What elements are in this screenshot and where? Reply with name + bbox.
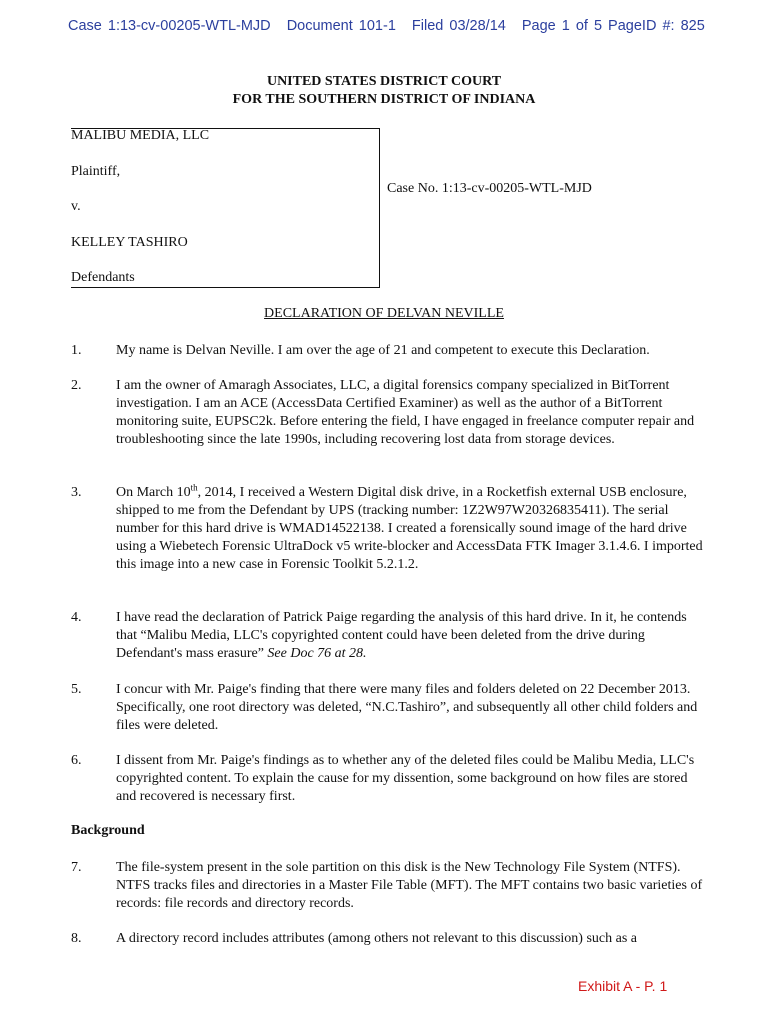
- paragraph-number: 3.: [71, 485, 82, 500]
- plaintiff-name: MALIBU MEDIA, LLC: [71, 128, 210, 143]
- exhibit-stamp: Exhibit A - P. 1: [578, 978, 668, 994]
- ordinal-superscript: th: [190, 482, 198, 493]
- defendant-label: Defendants: [71, 270, 135, 285]
- paragraph-number: 4.: [71, 610, 82, 625]
- paragraph-8: [71, 930, 711, 948]
- citation: See Doc 76 at 28.: [267, 646, 367, 661]
- header-document-number: Document 101-1: [286, 18, 396, 34]
- defendant-name: KELLEY TASHIRO: [71, 235, 188, 250]
- paragraph-number: 1.: [71, 343, 82, 358]
- paragraph-text: The file-system present in the sole partition on this disk is the New Technology File System (NTFS). NTFS tracks files and directories in a Master File Table (MFT). The MFT contains two basic varieties of records: file records and directory records.: [116, 860, 703, 911]
- paragraph-number: 7.: [71, 860, 82, 875]
- header-filed-date: Filed 03/28/14: [411, 18, 506, 34]
- paragraph-text: I have read the declaration of Patrick Paige regarding the analysis of this hard drive. In it, he contends that “Malibu Media, LLC's copyrighted content could have been deleted from the drive during Defendant's mass erasure” See Doc 76 at 28.: [116, 610, 687, 661]
- header-page-info: Page 1 of 5 PageID #: 825: [521, 18, 705, 34]
- paragraph-text: I concur with Mr. Paige's finding that there were many files and folders deleted on 22 December 2013. Specifically, one root directory was deleted, “N.C.Tashiro”, and subsequently all other child folders and files were deleted.: [116, 682, 698, 733]
- caption-box: [71, 128, 380, 288]
- paragraph-5: [71, 681, 711, 735]
- declaration-title: DECLARATION OF DELVAN NEVILLE: [264, 306, 504, 321]
- paragraph-text: I am the owner of Amaragh Associates, LLC, a digital forensics company specialized in BitTorrent investigation. I am an ACE (AccessData Certified Examiner) as well as the author of a BitTorrent monitoring suite, EUPSC2k. Before entering the field, I have engaged in freelance computer repair and troubleshooting since the late 1990s, including recovering lost data from storage devices.: [116, 378, 695, 447]
- paragraph-text: My name is Delvan Neville. I am over the age of 21 and competent to execute this Declaration.: [116, 343, 650, 358]
- header-case-number: Case 1:13-cv-00205-WTL-MJD: [68, 18, 271, 34]
- paragraph-1: [71, 342, 711, 360]
- court-heading-line-1: UNITED STATES DISTRICT COURT: [266, 74, 502, 89]
- plaintiff-label: Plaintiff,: [71, 164, 121, 179]
- paragraph-3: [71, 484, 711, 574]
- case-number: Case No. 1:13-cv-00205-WTL-MJD: [387, 181, 592, 196]
- court-heading: [0, 73, 768, 109]
- paragraph-number: 8.: [71, 931, 82, 946]
- paragraph-text: On March 10th, 2014, I received a Western Digital disk drive, in a Rocketfish external USB enclosure, shipped to me from the Defendant by UPS (tracking number: 1Z2W97W20326835411). The serial number for this hard drive is WMAD14522138. I created a forensically sound image of the hard drive using a Wiebetech Forensic UltraDock v5 write-blocker and AccessData FTK Imager 3.1.4.6. I imported this image into a new case in Forensic Toolkit 5.2.1.2.: [116, 482, 703, 572]
- paragraph-2: [71, 377, 711, 449]
- paragraph-number: 5.: [71, 682, 82, 697]
- paragraph-4: [71, 609, 711, 663]
- court-heading-line-2: FOR THE SOUTHERN DISTRICT OF INDIANA: [232, 92, 536, 107]
- section-heading-background: Background: [71, 823, 145, 838]
- ecf-header: [68, 18, 715, 34]
- paragraph-number: 6.: [71, 753, 82, 768]
- paragraph-text: A directory record includes attributes (among others not relevant to this discussion) such as a: [116, 931, 637, 946]
- paragraph-7: [71, 859, 711, 913]
- paragraph-number: 2.: [71, 378, 82, 393]
- paragraph-6: [71, 752, 711, 806]
- versus: v.: [71, 199, 81, 214]
- paragraph-text: I dissent from Mr. Paige's findings as to whether any of the deleted files could be Malibu Media, LLC's copyrighted content. To explain the cause for my dissention, some background on how files are stored and recovered is necessary first.: [116, 753, 695, 804]
